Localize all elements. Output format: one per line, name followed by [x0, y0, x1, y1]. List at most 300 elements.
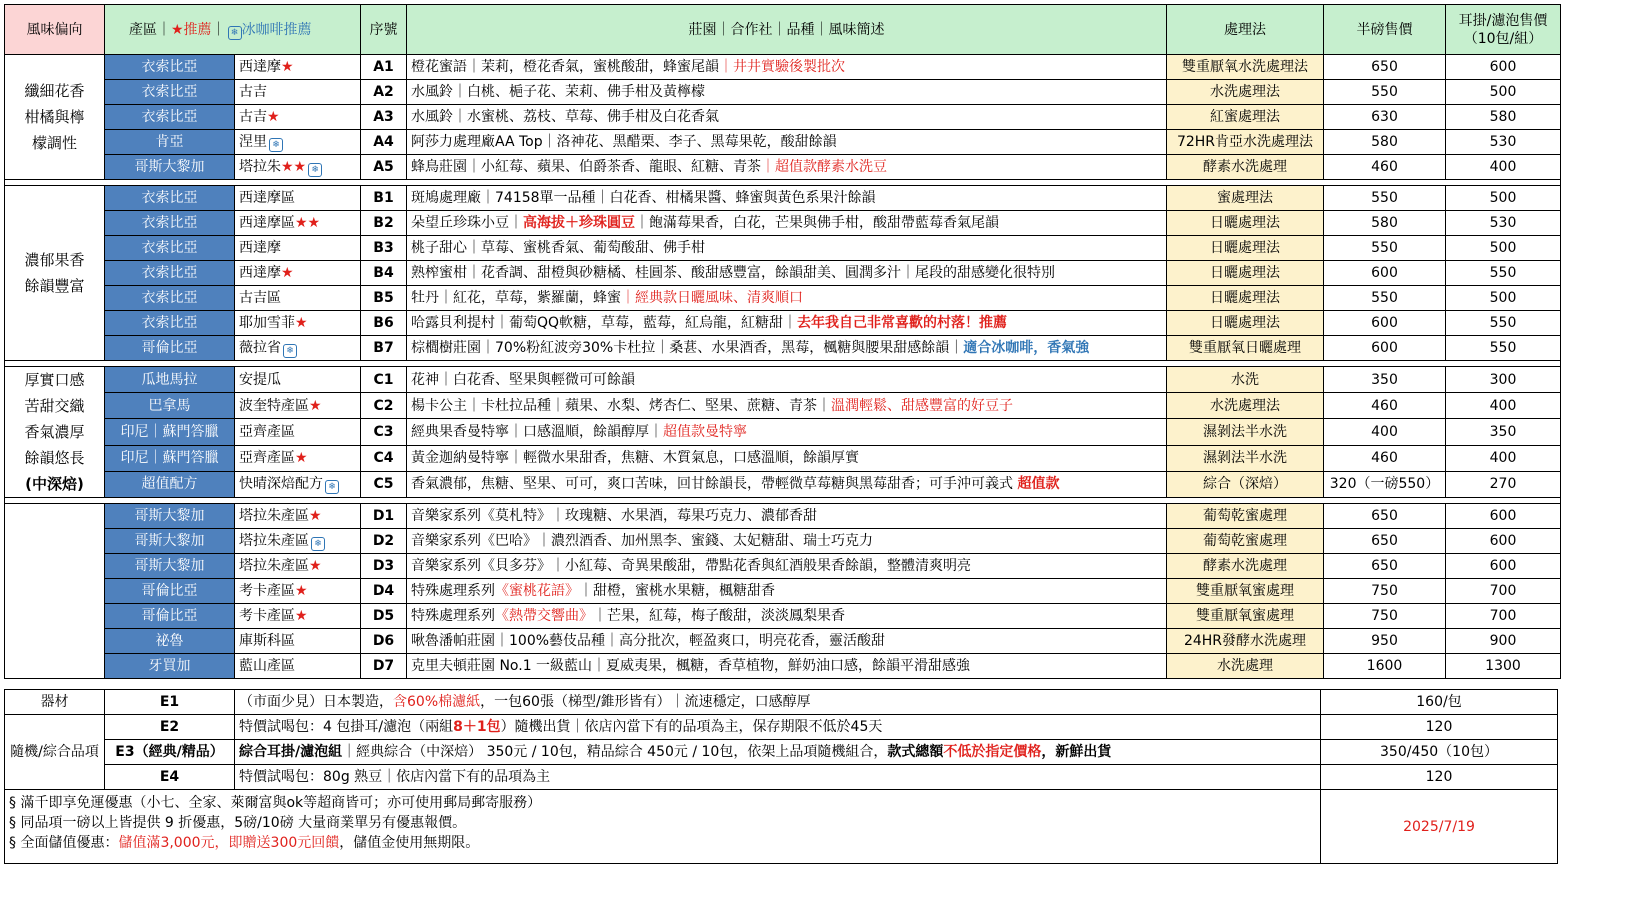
- extra-row: [5, 740, 1558, 765]
- drip-price: 400: [1446, 155, 1561, 180]
- flavor-line: 餘韻悠長: [24, 449, 85, 467]
- seq-cell: D1: [361, 504, 407, 529]
- seq-cell: B7: [361, 336, 407, 361]
- header-process: 處理法: [1167, 5, 1324, 55]
- seq-cell: B6: [361, 311, 407, 336]
- origin-cell: 超值配方: [105, 471, 235, 497]
- half-lb-price: 550: [1324, 236, 1446, 261]
- flavor-line: 濃郁果香: [24, 251, 85, 269]
- drip-price: 500: [1446, 236, 1561, 261]
- desc-segment: （市面少見）日本製造，: [239, 694, 393, 710]
- desc-segment: ，新鮮出貨: [1041, 744, 1112, 760]
- seq-cell: A2: [361, 80, 407, 105]
- desc-segment: § 全面儲值優惠：: [9, 835, 119, 851]
- origin-cell: 衣索比亞: [105, 286, 235, 311]
- recommend-star-icon: ★: [309, 558, 322, 574]
- desc-segment: 香氣濃郁，焦糖、堅果、可可，爽口苦味，回甘餘韻長，帶輕微草莓糖與黑莓甜香；可手沖可義式: [411, 476, 1018, 493]
- region-name: 藍山產區: [239, 658, 295, 674]
- drip-price: 580: [1446, 105, 1561, 130]
- desc-segment: ，一包60張（梯型/錐形皆有）｜流速穩定，口感醇厚: [480, 694, 811, 710]
- desc-cell: [407, 55, 1167, 80]
- region-cell: [235, 393, 361, 419]
- seq-cell: D5: [361, 604, 407, 629]
- process-cell: 雙重厭氧蜜處理: [1167, 579, 1324, 604]
- half-lb-price: 580: [1324, 211, 1446, 236]
- region-name: 涅里: [239, 134, 267, 150]
- product-row: [5, 186, 1561, 211]
- region-name: 考卡產區: [239, 583, 295, 599]
- desc-segment: 啾魯潘帕莊園｜100%藝伎品種｜高分批次，輕盈爽口，明亮花香，靈活酸甜: [411, 633, 886, 649]
- half-lb-price: 600: [1324, 261, 1446, 286]
- recommend-star-icon: ★: [295, 450, 308, 467]
- product-row: [5, 504, 1561, 529]
- origin-cell: 哥斯大黎加: [105, 554, 235, 579]
- desc-segment: ｜甜橙，蜜桃水果糖，楓糖甜香: [579, 583, 775, 599]
- region-cell: [235, 629, 361, 654]
- origin-cell: 印尼｜蘇門答臘: [105, 445, 235, 471]
- notes-row: [5, 790, 1558, 864]
- desc-segment: 超值款曼特寧: [663, 423, 747, 440]
- desc-segment: 儲值滿3,000元，即贈送300元回饋: [118, 835, 340, 851]
- product-row: [5, 529, 1561, 554]
- desc-segment: 特價試喝包：4 包掛耳/濾泡（兩組: [239, 719, 454, 735]
- desc-cell: [407, 419, 1167, 445]
- origin-cell: 牙買加: [105, 654, 235, 679]
- desc-segment: 溫潤輕鬆、甜感豐富的好豆子: [831, 397, 1013, 414]
- header-flavor: 風味偏向: [5, 5, 105, 55]
- desc-segment: 水風鈴｜水蜜桃、荔枝、草莓、佛手柑及白花香氣: [411, 109, 719, 125]
- recommend-star-icon: ★: [267, 109, 280, 125]
- desc-segment: 桃子甜心｜草莓、蜜桃香氣、葡萄酸甜、佛手柑: [411, 240, 705, 256]
- ice-icon: ❄: [325, 480, 339, 494]
- seq-cell: D2: [361, 529, 407, 554]
- desc-segment: 《熱帶交響曲》: [495, 608, 593, 624]
- region-name: 塔拉朱產區: [239, 558, 309, 574]
- drip-price: 900: [1446, 629, 1561, 654]
- drip-price: 1300: [1446, 654, 1561, 679]
- origin-cell: 衣索比亞: [105, 55, 235, 80]
- desc-segment: ｜超值款酵素水洗豆: [761, 159, 887, 175]
- region-name: 西達摩區: [239, 190, 295, 206]
- header-row: [5, 5, 1561, 55]
- process-cell: 雙重厭氧水洗處理法: [1167, 55, 1324, 80]
- region-cell: [235, 130, 361, 155]
- desc-cell: [407, 236, 1167, 261]
- process-cell: 日曬處理法: [1167, 286, 1324, 311]
- region-name: 考卡產區: [239, 608, 295, 624]
- desc-segment: 克里夫頓莊園 No.1 一級藍山｜夏威夷果，楓糖，香草植物，鮮奶油口感，餘韻平滑甜感強: [411, 658, 971, 674]
- flavor-cell: [5, 367, 105, 498]
- process-cell: 日曬處理法: [1167, 236, 1324, 261]
- desc-cell: [407, 311, 1167, 336]
- half-lb-price: 460: [1324, 393, 1446, 419]
- desc-segment: 花神｜白花香、堅果與輕微可可餘韻: [411, 371, 635, 388]
- desc-segment: § 滿千即享免運優惠（小七、全家、萊爾富與ok等超商皆可；亦可使用郵局郵寄服務）: [9, 795, 542, 811]
- desc-segment: 特殊處理系列: [411, 583, 495, 599]
- drip-price: 700: [1446, 604, 1561, 629]
- seq-cell: B3: [361, 236, 407, 261]
- region-cell: [235, 654, 361, 679]
- desc-cell: [407, 186, 1167, 211]
- drip-price: 600: [1446, 55, 1561, 80]
- drip-price: 500: [1446, 80, 1561, 105]
- desc-segment: ｜飽滿莓果香，白花，芒果與佛手柑，酸甜帶藍莓香氣尾韻: [635, 215, 999, 231]
- half-lb-price: 650: [1324, 55, 1446, 80]
- desc-cell: [407, 529, 1167, 554]
- desc-segment: 斑鳩處理廠｜74158單一品種｜白花香、柑橘果醬、蜂蜜與黃色系果汁餘韻: [411, 190, 876, 206]
- desc-segment: 楊卡公主｜卡杜拉品種｜蘋果、水梨、烤杏仁、堅果、蔗糖、青茶｜: [411, 397, 831, 414]
- region-name: 西達摩: [239, 265, 281, 281]
- region-name: 耶加雪菲: [239, 315, 295, 331]
- half-lb-price: 320（一磅550）: [1324, 471, 1446, 497]
- product-row: [5, 261, 1561, 286]
- region-name: 亞齊產區: [239, 423, 295, 440]
- desc-segment: 特殊處理系列: [411, 608, 495, 624]
- recommend-star-icon: ★: [281, 59, 294, 75]
- product-row: [5, 629, 1561, 654]
- desc-segment: 《蜜桃花語》: [495, 583, 579, 599]
- equipment-label: 器材: [5, 690, 105, 715]
- desc-segment: 8＋1包: [453, 719, 501, 735]
- half-lb-price: 580: [1324, 130, 1446, 155]
- half-lb-price: 600: [1324, 336, 1446, 361]
- half-lb-price: 600: [1324, 311, 1446, 336]
- product-row: [5, 55, 1561, 80]
- process-cell: 24HR發酵水洗處理: [1167, 629, 1324, 654]
- product-row: [5, 367, 1561, 393]
- desc-segment: 熟榨蜜柑｜花香調、甜橙與砂糖橘、桂圓茶、酸甜感豐富，餘韻甜美、圓潤多汁｜尾段的甜感變化很特別: [411, 265, 1055, 281]
- desc-segment: 特價試喝包：80g 熟豆｜依店內當下有的品項為主: [239, 769, 551, 785]
- desc-segment: 高海拔＋珍珠圓豆: [523, 215, 635, 231]
- product-row: [5, 419, 1561, 445]
- header-seq: 序號: [361, 5, 407, 55]
- origin-cell: 衣索比亞: [105, 186, 235, 211]
- origin-cell: 哥倫比亞: [105, 336, 235, 361]
- desc-segment: ｜井井實驗後製批次: [719, 59, 845, 75]
- header-half-lb: 半磅售價: [1324, 5, 1446, 55]
- desc-segment: 綜合耳掛/濾泡組: [239, 744, 343, 760]
- seq-cell: B2: [361, 211, 407, 236]
- drip-price: 400: [1446, 393, 1561, 419]
- product-row: [5, 604, 1561, 629]
- process-cell: 72HR肯亞水洗處理法: [1167, 130, 1324, 155]
- desc-cell: [407, 654, 1167, 679]
- drip-price: 550: [1446, 311, 1561, 336]
- origin-cell: 祕魯: [105, 629, 235, 654]
- desc-segment: 哈露貝利提村｜葡萄QQ軟糖，草莓，藍莓，紅烏龍，紅糖甜｜: [411, 315, 798, 331]
- desc-cell: [407, 155, 1167, 180]
- product-row: [5, 130, 1561, 155]
- process-cell: 葡萄乾蜜處理: [1167, 504, 1324, 529]
- region-cell: [235, 336, 361, 361]
- region-name: 快晴深焙配方: [239, 476, 323, 493]
- desc-segment: 含60%棉濾紙: [393, 694, 481, 710]
- seq-cell: C3: [361, 419, 407, 445]
- extra-row: [5, 715, 1558, 740]
- header-desc: 莊園｜合作社｜品種｜風味簡述: [407, 5, 1167, 55]
- process-cell: 水洗處理: [1167, 654, 1324, 679]
- half-lb-price: 460: [1324, 445, 1446, 471]
- price-table: [4, 4, 1561, 679]
- desc-cell: [407, 336, 1167, 361]
- region-name: 西達摩區: [239, 215, 295, 231]
- product-row: [5, 311, 1561, 336]
- header-ice-recommend: 冰咖啡推薦: [241, 21, 312, 38]
- seq-cell: B5: [361, 286, 407, 311]
- note-line: [9, 793, 1316, 813]
- extra-row: [5, 765, 1558, 790]
- half-lb-price: 650: [1324, 504, 1446, 529]
- flavor-line: 檬調性: [31, 134, 77, 152]
- desc-cell: [407, 130, 1167, 155]
- recommend-star-icon: ★: [295, 315, 308, 331]
- half-lb-price: 460: [1324, 155, 1446, 180]
- origin-cell: 衣索比亞: [105, 211, 235, 236]
- half-lb-price: 650: [1324, 529, 1446, 554]
- desc-cell: [407, 629, 1167, 654]
- ice-icon: ❄: [269, 138, 283, 152]
- region-cell: [235, 236, 361, 261]
- drip-price: 400: [1446, 445, 1561, 471]
- flavor-line: 香氣濃厚: [24, 423, 85, 441]
- note-line: [9, 833, 1316, 853]
- product-row: [5, 336, 1561, 361]
- half-lb-price: 550: [1324, 186, 1446, 211]
- half-lb-price: 950: [1324, 629, 1446, 654]
- process-cell: 蜜處理法: [1167, 186, 1324, 211]
- desc-cell: [407, 445, 1167, 471]
- region-cell: [235, 504, 361, 529]
- desc-cell: [407, 286, 1167, 311]
- flavor-line: 纖細花香: [24, 82, 85, 100]
- product-row: [5, 445, 1561, 471]
- region-name: 庫斯科區: [239, 633, 295, 649]
- region-cell: [235, 419, 361, 445]
- region-cell: [235, 55, 361, 80]
- origin-cell: 衣索比亞: [105, 80, 235, 105]
- extra-price: 120: [1321, 715, 1558, 740]
- desc-segment: § 同品項一磅以上皆提供 9 折優惠，5磅/10磅 大量商業單另有優惠報價。: [9, 815, 467, 831]
- desc-cell: [407, 604, 1167, 629]
- desc-cell: [407, 367, 1167, 393]
- desc-segment: 蜂鳥莊園｜小紅莓、蘋果、伯爵茶香、龍眼、紅糖、青茶: [411, 159, 761, 175]
- desc-segment: 牡丹｜紅花，草莓，紫羅蘭，蜂蜜: [411, 290, 621, 306]
- note-line: [9, 813, 1316, 833]
- region-name: 古吉: [239, 84, 267, 100]
- origin-cell: 衣索比亞: [105, 261, 235, 286]
- desc-segment: ，儲值金使用無期限。: [339, 835, 480, 851]
- extras-table: [4, 689, 1558, 864]
- half-lb-price: 630: [1324, 105, 1446, 130]
- recommend-star-icon: ★: [295, 608, 308, 624]
- region-cell: [235, 105, 361, 130]
- flavor-line: 苦甜交織: [24, 397, 85, 415]
- process-cell: 日曬處理法: [1167, 311, 1324, 336]
- desc-segment: 適合冰咖啡，香氣強: [963, 340, 1090, 356]
- region-cell: [235, 261, 361, 286]
- process-cell: 酵素水洗處理: [1167, 554, 1324, 579]
- origin-cell: 哥斯大黎加: [105, 529, 235, 554]
- flavor-line: (中深焙): [25, 475, 84, 493]
- seq-cell: D7: [361, 654, 407, 679]
- region-cell: [235, 604, 361, 629]
- origin-cell: 瓜地馬拉: [105, 367, 235, 393]
- half-lb-price: 400: [1324, 419, 1446, 445]
- seq-cell: A1: [361, 55, 407, 80]
- seq-cell: A5: [361, 155, 407, 180]
- recommend-star-icon: ★: [309, 508, 322, 524]
- seq-cell: B4: [361, 261, 407, 286]
- origin-cell: 肯亞: [105, 130, 235, 155]
- origin-cell: 哥斯大黎加: [105, 504, 235, 529]
- seq-cell: D4: [361, 579, 407, 604]
- desc-segment: 音樂家系列《貝多芬》｜小紅莓、奇異果酸甜，帶點花香與紅酒般果香餘韻，整體清爽明亮: [411, 558, 971, 574]
- region-name: 薇拉省: [239, 340, 281, 356]
- desc-segment: ｜經典款日曬風味、清爽順口: [621, 290, 803, 306]
- extra-code: E2: [105, 715, 235, 740]
- seq-cell: A3: [361, 105, 407, 130]
- random-label: 隨機/綜合品項: [5, 715, 105, 790]
- drip-price: 700: [1446, 579, 1561, 604]
- half-lb-price: 350: [1324, 367, 1446, 393]
- region-name: 西達摩: [239, 240, 281, 256]
- region-name: 波奎特產區: [239, 397, 309, 414]
- ice-icon: ❄: [311, 537, 325, 551]
- region-name: 塔拉朱: [239, 159, 281, 175]
- desc-cell: [407, 554, 1167, 579]
- recommend-star-icon: ★★: [281, 159, 307, 175]
- extras-rows: [5, 690, 1558, 864]
- recommend-star-icon: ★★: [295, 215, 321, 231]
- region-cell: [235, 211, 361, 236]
- region-cell: [235, 286, 361, 311]
- desc-cell: [407, 579, 1167, 604]
- flavor-line: 餘韻豐富: [24, 277, 85, 295]
- seq-cell: D6: [361, 629, 407, 654]
- product-row: [5, 286, 1561, 311]
- desc-segment: 經典果香曼特寧｜口感溫順，餘韻醇厚｜: [411, 423, 663, 440]
- drip-price: 530: [1446, 211, 1561, 236]
- origin-cell: 哥倫比亞: [105, 579, 235, 604]
- region-cell: [235, 186, 361, 211]
- drip-price: 530: [1446, 130, 1561, 155]
- region-name: 塔拉朱產區: [239, 533, 309, 549]
- recommend-star-icon: ★: [281, 265, 294, 281]
- extra-code: E4: [105, 765, 235, 790]
- desc-cell: [407, 211, 1167, 236]
- flavor-line: 厚實口感: [24, 371, 85, 389]
- seq-cell: C5: [361, 471, 407, 497]
- flavor-cell: [5, 504, 105, 679]
- region-cell: [235, 471, 361, 497]
- desc-segment: 黃金迦納曼特寧｜輕微水果甜香，焦糖、木質氣息，口感溫順，餘韻厚實: [411, 450, 859, 467]
- origin-cell: 衣索比亞: [105, 236, 235, 261]
- half-lb-price: 650: [1324, 554, 1446, 579]
- process-cell: 酵素水洗處理: [1167, 155, 1324, 180]
- desc-segment: 款式總額: [887, 744, 944, 760]
- region-name: 塔拉朱產區: [239, 508, 309, 524]
- product-row: [5, 554, 1561, 579]
- drip-price: 600: [1446, 554, 1561, 579]
- desc-segment: ｜經典綜合（中深焙） 350元 / 10包，精品綜合 450元 / 10包，依架上品項隨機組合，: [342, 744, 888, 760]
- drip-price: 600: [1446, 504, 1561, 529]
- product-row: [5, 105, 1561, 130]
- product-row: [5, 579, 1561, 604]
- desc-segment: ｜芒果，紅莓，梅子酸甜，淡淡鳳梨果香: [593, 608, 845, 624]
- process-cell: 綜合（深焙）: [1167, 471, 1324, 497]
- product-row: [5, 211, 1561, 236]
- desc-segment: 朵望丘珍珠小豆｜: [411, 215, 523, 231]
- desc-segment: 棕櫚樹莊園｜70%粉紅波旁30%卡杜拉｜桑葚、水果酒香，黑莓，楓糖與腰果甜感餘韻｜: [411, 340, 964, 356]
- region-cell: [235, 445, 361, 471]
- desc-cell: [407, 80, 1167, 105]
- origin-cell: 衣索比亞: [105, 311, 235, 336]
- seq-cell: B1: [361, 186, 407, 211]
- drip-price: 270: [1446, 471, 1561, 497]
- notes-cell: [5, 790, 1321, 864]
- extra-desc: [235, 765, 1321, 790]
- half-lb-price: 550: [1324, 286, 1446, 311]
- ice-icon: ❄: [283, 344, 297, 358]
- recommend-star-icon: ★: [309, 397, 322, 414]
- region-cell: [235, 155, 361, 180]
- desc-segment: 不低於指定價格: [943, 744, 1042, 760]
- process-cell: 濕剝法半水洗: [1167, 445, 1324, 471]
- process-cell: 日曬處理法: [1167, 261, 1324, 286]
- extra-code: E1: [105, 690, 235, 715]
- extra-desc: [235, 715, 1321, 740]
- product-row: [5, 236, 1561, 261]
- drip-price: 300: [1446, 367, 1561, 393]
- desc-segment: 音樂家系列《巴哈》｜濃烈酒香、加州黑李、蜜錢、太妃糖甜、瑞士巧克力: [411, 533, 873, 549]
- region-name: 亞齊產區: [239, 450, 295, 467]
- desc-segment: 阿莎力處理廠AA Top｜洛神花、黑醋栗、李子、黑莓果乾，酸甜餘韻: [411, 134, 837, 150]
- drip-price: 550: [1446, 336, 1561, 361]
- process-cell: 水洗: [1167, 367, 1324, 393]
- recommend-star-icon: ★: [295, 583, 308, 599]
- process-cell: 雙重厭氧日曬處理: [1167, 336, 1324, 361]
- drip-price: 500: [1446, 186, 1561, 211]
- product-row: [5, 80, 1561, 105]
- drip-price: 500: [1446, 286, 1561, 311]
- region-name: 古吉: [239, 109, 267, 125]
- product-row: [5, 155, 1561, 180]
- origin-cell: 印尼｜蘇門答臘: [105, 419, 235, 445]
- seq-cell: D3: [361, 554, 407, 579]
- flavor-line: 柑橘與檸: [24, 108, 85, 126]
- extra-desc: [235, 740, 1321, 765]
- seq-cell: C4: [361, 445, 407, 471]
- half-lb-price: 550: [1324, 80, 1446, 105]
- header-drip: 耳掛/濾泡售價 （10包/組）: [1446, 5, 1561, 55]
- process-cell: 雙重厭氧蜜處理: [1167, 604, 1324, 629]
- ice-icon: ❄: [228, 26, 242, 40]
- seq-cell: A4: [361, 130, 407, 155]
- product-row: [5, 393, 1561, 419]
- product-row: [5, 654, 1561, 679]
- region-cell: [235, 554, 361, 579]
- half-lb-price: 750: [1324, 579, 1446, 604]
- flavor-cell: [5, 55, 105, 180]
- region-cell: [235, 579, 361, 604]
- region-cell: [235, 529, 361, 554]
- product-row: [5, 471, 1561, 497]
- header-recommend: ★推薦: [171, 21, 212, 38]
- origin-cell: 巴拿馬: [105, 393, 235, 419]
- seq-cell: C1: [361, 367, 407, 393]
- desc-cell: [407, 393, 1167, 419]
- flavor-cell: [5, 186, 105, 361]
